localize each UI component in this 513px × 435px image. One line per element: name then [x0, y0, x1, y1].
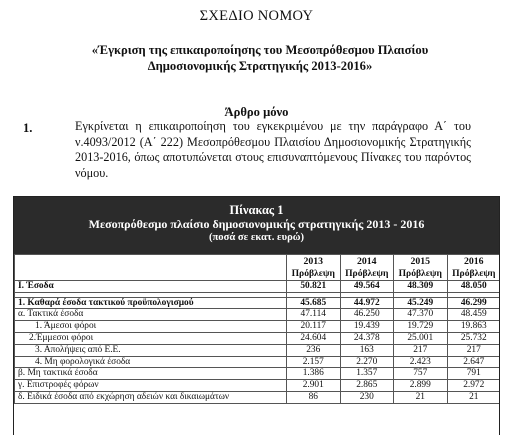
table-header-years	[15, 255, 501, 270]
row-label: 3. Απολήψεις από Ε.Ε.	[15, 344, 287, 356]
row-label: 4. Μη φορολογικά έσοδα	[15, 356, 287, 368]
row-value: 24.604	[287, 332, 341, 344]
forecast-header: Πρόβλεψη	[394, 269, 448, 280]
row-value: 86	[287, 391, 341, 403]
row-value: 21	[447, 391, 500, 403]
law-title	[30, 42, 490, 74]
row-value: 791	[447, 368, 500, 380]
row-value: 24.378	[340, 332, 394, 344]
row-value: 2.647	[447, 356, 500, 368]
article-title: Άρθρο μόνο	[224, 105, 289, 119]
row-value: 2.865	[340, 380, 394, 392]
row-value: 46.299	[447, 297, 500, 309]
paragraph-number: 1.	[23, 121, 33, 135]
table-row	[15, 391, 501, 403]
table-header-forecast	[15, 269, 501, 280]
year-header: 2016	[447, 255, 500, 270]
row-value: 19.863	[447, 321, 500, 333]
row-value: 217	[447, 344, 500, 356]
table-caption	[14, 197, 499, 254]
table-caption-units: (ποσά σε εκατ. ευρώ)	[208, 232, 305, 243]
table-row	[15, 297, 501, 309]
row-value: 2.972	[447, 380, 500, 392]
table-caption-title: Πίνακας 1	[229, 203, 284, 217]
forecast-header: Πρόβλεψη	[287, 269, 341, 280]
row-value: 2.423	[394, 356, 448, 368]
row-value: 25.732	[447, 332, 500, 344]
law-title-line-2: Δημοσιονομικής Στρατηγικής 2013-2016»	[147, 59, 373, 73]
table-row	[15, 280, 501, 292]
row-value: 2.901	[287, 380, 341, 392]
table-row	[15, 380, 501, 392]
row-value: 1.386	[287, 368, 341, 380]
forecast-header: Πρόβλεψη	[340, 269, 394, 280]
table-caption-subtitle: Μεσοπρόθεσμο πλαίσιο δημοσιονομικής στρατηγικής 2013 - 2016	[88, 217, 425, 231]
row-value: 25.001	[394, 332, 448, 344]
row-label: α. Τακτικά έσοδα	[15, 309, 287, 321]
row-label: γ. Επιστροφές φόρων	[15, 380, 287, 392]
row-value: 19.729	[394, 321, 448, 333]
row-value: 48.309	[394, 280, 448, 292]
row-value: 48.459	[447, 309, 500, 321]
row-label: δ. Ειδικά έσοδα από εκχώρηση αδειών και δικαιωμάτων	[15, 391, 287, 403]
row-label: Ι. Έσοδα	[15, 280, 287, 292]
year-header: 2014	[340, 255, 394, 270]
row-value: 49.564	[340, 280, 394, 292]
header-empty-cell	[15, 269, 287, 280]
row-value: 163	[340, 344, 394, 356]
row-value: 20.117	[287, 321, 341, 333]
table-row	[15, 356, 501, 368]
paragraph-text: Εγκρίνεται η επικαιροποίηση του εγκεκριμένου με την παράγραφο Α΄ του ν.4093/2012 (Α΄ 222) Μεσοπρόθεσμου Πλαισίου Δημοσιονομικής Στρατηγικής 2013-2016, όπως αποτυπώνεται στους επισυναπτόμενους Πίνακες του παρόντος νόμου.	[75, 119, 471, 180]
budget-table	[14, 254, 500, 404]
row-value: 2.899	[394, 380, 448, 392]
row-value: 47.370	[394, 309, 448, 321]
budget-table-container	[13, 196, 500, 435]
row-value: 2.157	[287, 356, 341, 368]
row-value: 757	[394, 368, 448, 380]
row-value: 45.685	[287, 297, 341, 309]
forecast-header: Πρόβλεψη	[447, 269, 500, 280]
year-header: 2013	[287, 255, 341, 270]
law-title-line-1: «Έγκριση της επικαιροποίησης του Μεσοπρόθεσμου Πλαισίου	[91, 43, 429, 57]
row-value: 217	[394, 344, 448, 356]
row-value: 47.114	[287, 309, 341, 321]
row-value: 45.249	[394, 297, 448, 309]
row-label: 1. Καθαρά έσοδα τακτικού προϋπολογισμού	[15, 297, 287, 309]
row-value: 1.357	[340, 368, 394, 380]
row-label: β. Μη τακτικά έσοδα	[15, 368, 287, 380]
table-row	[15, 321, 501, 333]
row-value: 46.250	[340, 309, 394, 321]
table-row	[15, 368, 501, 380]
year-header: 2015	[394, 255, 448, 270]
row-value: 236	[287, 344, 341, 356]
row-value: 21	[394, 391, 448, 403]
header-empty-cell	[15, 255, 287, 270]
row-value: 2.270	[340, 356, 394, 368]
row-label: 1. Άμεσοι φόροι	[15, 321, 287, 333]
table-row	[15, 309, 501, 321]
document-title: ΣΧΕΔΙΟ ΝΟΜΟΥ	[199, 8, 314, 24]
table-row	[15, 332, 501, 344]
row-label: 2.Έμμεσοι φόροι	[15, 332, 287, 344]
row-value: 48.050	[447, 280, 500, 292]
row-value: 19.439	[340, 321, 394, 333]
row-value: 230	[340, 391, 394, 403]
table-row	[15, 344, 501, 356]
row-value: 50.821	[287, 280, 341, 292]
row-value: 44.972	[340, 297, 394, 309]
